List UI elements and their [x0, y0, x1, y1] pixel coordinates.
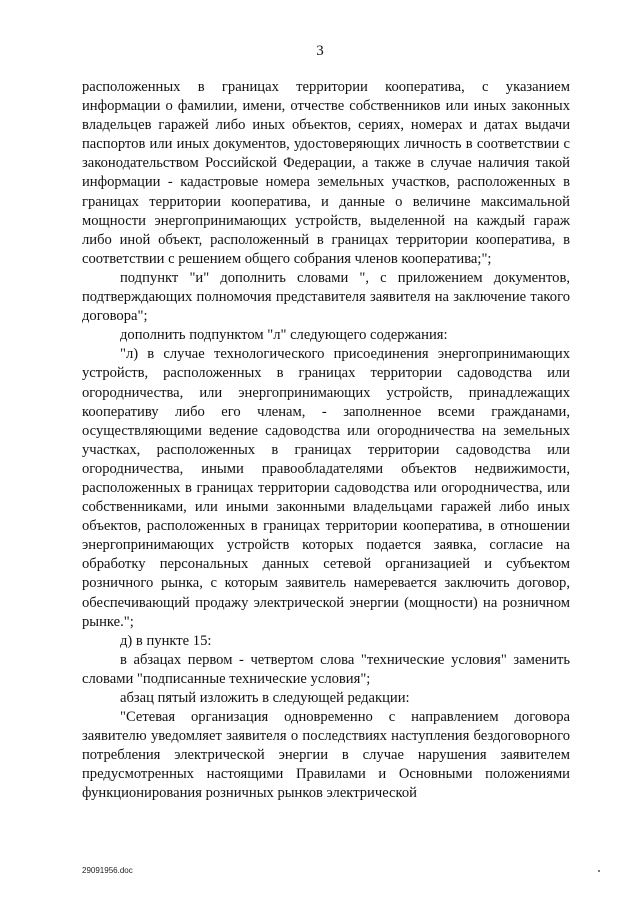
paragraph-replace-terms: в абзацах первом - четвертом слова "технические условия" заменить словами "подписанные технические условия";	[82, 651, 570, 687]
page-number: 3	[316, 43, 324, 59]
paragraph-subclause-l-text: "л) в случае технологического присоединения энергопринимающих устройств, расположенных в границах территории садоводства или огородничества, или энергопринимающих устройств, принадлежащих кооперативу либо его членам, - заполненное всеми гражданами, осуществляющими ведение садоводства или огородничества на земельных участках, расположенных в границах территории садоводства или огородничества, иными правообладателями объектов недвижимости, расположенных в границах территории садоводства или огородничества, или собственниками, или иными законными владельцами гаражей либо иных объектов, расположенных в границах территории кооператива, в отношении энергопринимающих устройств которых подается заявка, согласие на обработку персональных данных сетевой организацией и субъектом розничного рынка, с которым заявитель намеревается заключить договор, обеспечивающий продажу электрической энергии (мощности) на розничном рынке.";	[82, 346, 570, 630]
paragraph-point-15: д) в пункте 15:	[120, 632, 212, 649]
paragraph-cooperative-info: расположенных в границах территории кооператива, с указанием информации о фамилии, имени, отчестве собственников или иных законных владельцев гаражей либо иных объектов, сериях, номерах и датах выдачи паспортов или иных документов, удостоверяющих личность в соответствии с законодательством Российской Федерации, а также в случае наличия такой информации - кадастровые номера земельных участков, расположенных в границах территории кооператива, и данные о величине максимальной мощности энергопринимающих устройств, выделенной на каждый гараж либо иной объект, расположенный в границах территории кооператива, в соответствии с решением общего собрания членов кооператива;";	[82, 79, 570, 267]
paragraph-add-subclause-l: дополнить подпунктом "л" следующего содержания:	[120, 327, 448, 344]
margin-mark	[598, 870, 600, 872]
footer-doc-id: 29091956.doc	[82, 866, 133, 875]
paragraph-network-notice: "Сетевая организация одновременно с направлением договора заявителю уведомляет заявителя о последствиях наступления бездоговорного потребления электрической энергии в случае нарушения заявителем предусмотренных настоящими Правилами и Основными положениями функционирования розничных рынков электрической	[82, 709, 570, 802]
document-body	[82, 78, 570, 804]
paragraph-fifth-edition: абзац пятый изложить в следующей редакции:	[120, 690, 410, 706]
paragraph-subclause-i: подпункт "и" дополнить словами ", с приложением документов, подтверждающих полномочия представителя заявителя на заключение такого договора";	[82, 269, 570, 325]
